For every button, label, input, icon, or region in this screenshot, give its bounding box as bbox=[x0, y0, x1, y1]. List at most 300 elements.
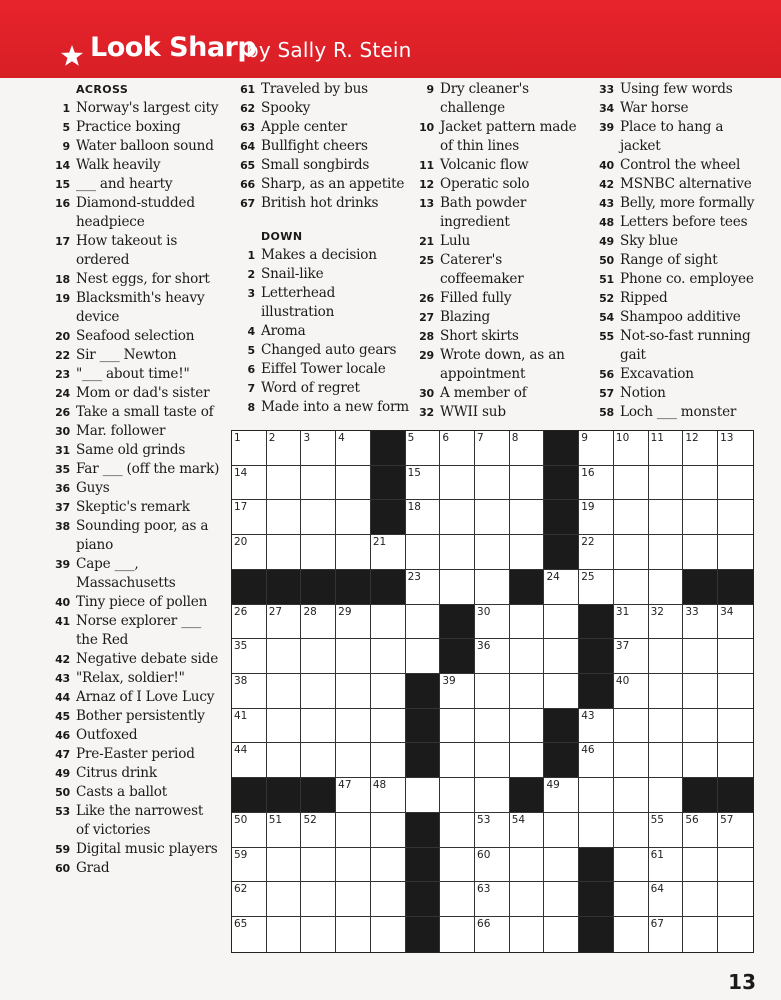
grid-black-square bbox=[579, 882, 614, 917]
grid-cell[interactable] bbox=[683, 882, 718, 917]
cell-number: 43 bbox=[581, 709, 595, 722]
clue-item bbox=[50, 840, 220, 859]
grid-cell[interactable] bbox=[336, 813, 371, 848]
grid-cell[interactable] bbox=[544, 778, 579, 813]
cell-number: 55 bbox=[650, 813, 664, 826]
clue-number: 45 bbox=[55, 710, 70, 723]
grid-cell[interactable] bbox=[232, 639, 267, 674]
grid-cell[interactable] bbox=[475, 570, 510, 605]
cell-number: 6 bbox=[442, 432, 449, 444]
cell-number: 27 bbox=[268, 605, 283, 618]
grid-cell[interactable] bbox=[371, 674, 406, 709]
grid-cell[interactable] bbox=[475, 500, 510, 535]
clue-text: Sir ___ Newton bbox=[76, 347, 177, 363]
grid-cell[interactable] bbox=[232, 500, 267, 535]
grid-cell[interactable] bbox=[614, 813, 649, 848]
grid-cell[interactable] bbox=[718, 500, 753, 535]
grid-cell[interactable] bbox=[371, 639, 406, 674]
clue-text: Dry cleaner's challenge bbox=[440, 81, 529, 116]
grid-cell[interactable] bbox=[440, 466, 475, 501]
clue-item bbox=[50, 802, 220, 840]
grid-black-square bbox=[371, 500, 406, 535]
grid-cell[interactable] bbox=[544, 917, 579, 952]
grid-cell[interactable] bbox=[683, 848, 718, 883]
grid-cell[interactable] bbox=[649, 605, 684, 640]
grid-cell[interactable] bbox=[440, 917, 475, 952]
grid-cell[interactable] bbox=[336, 466, 371, 501]
grid-cell[interactable] bbox=[232, 431, 267, 466]
grid-cell[interactable] bbox=[371, 917, 406, 952]
grid-cell[interactable] bbox=[579, 778, 614, 813]
clue-text: Practice boxing bbox=[76, 119, 181, 135]
grid-cell[interactable] bbox=[440, 431, 475, 466]
clue-item bbox=[50, 669, 220, 688]
cell-number: 10 bbox=[615, 432, 630, 444]
clue-item bbox=[590, 232, 758, 251]
grid-cell[interactable] bbox=[683, 917, 718, 952]
grid-cell[interactable] bbox=[579, 813, 614, 848]
grid-cell[interactable] bbox=[475, 431, 510, 466]
grid-black-square bbox=[544, 500, 579, 535]
grid-cell[interactable] bbox=[649, 917, 684, 952]
clue-item bbox=[233, 360, 411, 379]
clue-text: Skeptic's remark bbox=[76, 499, 190, 515]
clue-item bbox=[590, 403, 758, 422]
grid-cell[interactable] bbox=[267, 743, 302, 778]
grid-black-square bbox=[406, 917, 441, 952]
clue-item bbox=[590, 213, 758, 232]
grid-cell[interactable] bbox=[301, 500, 336, 535]
grid-cell[interactable] bbox=[406, 605, 441, 640]
grid-cell[interactable] bbox=[232, 466, 267, 501]
cell-number: 5 bbox=[407, 432, 415, 444]
grid-cell[interactable] bbox=[267, 674, 302, 709]
grid-cell[interactable] bbox=[475, 778, 510, 813]
grid-cell[interactable] bbox=[683, 709, 718, 744]
grid-cell[interactable] bbox=[510, 917, 545, 952]
grid-cell[interactable] bbox=[683, 431, 718, 466]
grid-black-square bbox=[544, 709, 579, 744]
clue-text: Blazing bbox=[440, 309, 491, 325]
clue-number: 39 bbox=[599, 121, 614, 134]
grid-cell[interactable] bbox=[440, 500, 475, 535]
grid-cell[interactable] bbox=[267, 605, 302, 640]
clue-item bbox=[50, 137, 220, 156]
grid-cell[interactable] bbox=[232, 848, 267, 883]
grid-cell[interactable] bbox=[301, 605, 336, 640]
clue-text: Like the narrowest of victories bbox=[76, 803, 204, 838]
clue-number: 29 bbox=[419, 349, 434, 362]
grid-cell[interactable] bbox=[683, 743, 718, 778]
clue-text: Operatic solo bbox=[440, 176, 530, 192]
grid-black-square bbox=[440, 605, 475, 640]
grid-cell[interactable] bbox=[301, 709, 336, 744]
grid-cell[interactable] bbox=[649, 848, 684, 883]
grid-cell[interactable] bbox=[232, 743, 267, 778]
grid-cell[interactable] bbox=[510, 431, 545, 466]
grid-cell[interactable] bbox=[510, 500, 545, 535]
clue-item bbox=[233, 137, 411, 156]
clue-column-3 bbox=[410, 80, 585, 422]
grid-cell[interactable] bbox=[267, 466, 302, 501]
grid-cell[interactable] bbox=[579, 431, 614, 466]
grid-cell[interactable] bbox=[649, 813, 684, 848]
clue-number: 8 bbox=[247, 401, 255, 414]
grid-cell[interactable] bbox=[614, 709, 649, 744]
grid-cell[interactable] bbox=[336, 639, 371, 674]
cell-number: 51 bbox=[268, 813, 283, 826]
clue-item bbox=[410, 384, 585, 403]
grid-cell[interactable] bbox=[544, 570, 579, 605]
clue-item bbox=[50, 441, 220, 460]
across-heading: ACROSS bbox=[76, 83, 129, 96]
grid-cell[interactable] bbox=[544, 605, 579, 640]
cell-number: 2 bbox=[268, 432, 276, 444]
grid-cell[interactable] bbox=[267, 500, 302, 535]
puzzle-title: Look Sharp bbox=[90, 32, 257, 63]
cell-number: 32 bbox=[650, 605, 664, 618]
grid-cell[interactable] bbox=[718, 813, 753, 848]
crossword-grid bbox=[231, 430, 754, 953]
grid-cell[interactable] bbox=[267, 709, 302, 744]
grid-black-square bbox=[232, 570, 267, 605]
grid-cell[interactable] bbox=[440, 709, 475, 744]
grid-cell[interactable] bbox=[440, 743, 475, 778]
clue-number: 42 bbox=[599, 178, 614, 191]
grid-cell[interactable] bbox=[406, 431, 441, 466]
grid-black-square bbox=[232, 778, 267, 813]
grid-cell[interactable] bbox=[649, 466, 684, 501]
grid-cell[interactable] bbox=[683, 605, 718, 640]
cell-number: 44 bbox=[234, 744, 248, 757]
grid-cell[interactable] bbox=[649, 500, 684, 535]
grid-cell[interactable] bbox=[614, 500, 649, 535]
clue-text: Place to hang a jacket bbox=[620, 119, 724, 154]
grid-cell[interactable] bbox=[475, 466, 510, 501]
grid-cell[interactable] bbox=[267, 431, 302, 466]
clue-item bbox=[410, 251, 585, 289]
clue-item bbox=[590, 175, 758, 194]
grid-cell[interactable] bbox=[440, 882, 475, 917]
grid-cell[interactable] bbox=[406, 778, 441, 813]
clue-text: Letterhead illustration bbox=[261, 285, 336, 320]
grid-cell[interactable] bbox=[718, 674, 753, 709]
grid-cell[interactable] bbox=[232, 674, 267, 709]
grid-cell[interactable] bbox=[232, 882, 267, 917]
clue-item bbox=[50, 707, 220, 726]
clue-item bbox=[410, 232, 585, 251]
grid-cell[interactable] bbox=[336, 709, 371, 744]
grid-cell[interactable] bbox=[544, 882, 579, 917]
star-icon bbox=[60, 44, 84, 68]
grid-cell[interactable] bbox=[683, 639, 718, 674]
grid-cell[interactable] bbox=[440, 674, 475, 709]
grid-cell[interactable] bbox=[614, 466, 649, 501]
grid-black-square bbox=[579, 605, 614, 640]
grid-cell[interactable] bbox=[371, 605, 406, 640]
grid-black-square bbox=[544, 466, 579, 501]
grid-cell[interactable] bbox=[718, 709, 753, 744]
clue-text: Lulu bbox=[440, 233, 471, 249]
grid-cell[interactable] bbox=[718, 605, 753, 640]
grid-cell[interactable] bbox=[614, 848, 649, 883]
grid-cell[interactable] bbox=[579, 570, 614, 605]
clue-text: Word of regret bbox=[261, 380, 360, 396]
clue-item bbox=[233, 284, 411, 322]
grid-cell[interactable] bbox=[614, 778, 649, 813]
clue-item bbox=[50, 403, 220, 422]
clue-number: 16 bbox=[55, 197, 70, 210]
grid-cell[interactable] bbox=[371, 535, 406, 570]
clue-text: Bother persistently bbox=[76, 708, 205, 724]
grid-cell[interactable] bbox=[371, 709, 406, 744]
grid-cell[interactable] bbox=[510, 882, 545, 917]
grid-black-square bbox=[267, 778, 302, 813]
clue-item bbox=[50, 118, 220, 137]
grid-cell[interactable] bbox=[544, 848, 579, 883]
grid-cell[interactable] bbox=[510, 848, 545, 883]
grid-cell[interactable] bbox=[579, 709, 614, 744]
grid-cell[interactable] bbox=[649, 674, 684, 709]
grid-cell[interactable] bbox=[649, 778, 684, 813]
clue-item bbox=[233, 118, 411, 137]
grid-black-square bbox=[510, 778, 545, 813]
grid-cell[interactable] bbox=[406, 500, 441, 535]
clue-number: 3 bbox=[247, 287, 255, 300]
grid-cell[interactable] bbox=[614, 917, 649, 952]
grid-cell[interactable] bbox=[232, 535, 267, 570]
clue-text: Cape ___, Massachusetts bbox=[76, 556, 176, 591]
grid-cell[interactable] bbox=[683, 813, 718, 848]
grid-cell[interactable] bbox=[406, 466, 441, 501]
grid-cell[interactable] bbox=[718, 743, 753, 778]
grid-cell[interactable] bbox=[475, 674, 510, 709]
clue-text: How takeout is ordered bbox=[76, 233, 178, 268]
grid-cell[interactable] bbox=[475, 639, 510, 674]
grid-cell[interactable] bbox=[510, 639, 545, 674]
clue-item bbox=[233, 379, 411, 398]
grid-cell[interactable] bbox=[614, 431, 649, 466]
grid-cell[interactable] bbox=[649, 882, 684, 917]
grid-cell[interactable] bbox=[683, 500, 718, 535]
grid-cell[interactable] bbox=[683, 466, 718, 501]
cell-number: 37 bbox=[615, 640, 630, 653]
grid-cell[interactable] bbox=[336, 500, 371, 535]
grid-cell[interactable] bbox=[267, 813, 302, 848]
cell-number: 52 bbox=[303, 813, 317, 826]
cell-number: 14 bbox=[234, 466, 248, 479]
clue-number: 39 bbox=[55, 558, 70, 571]
clue-item bbox=[410, 156, 585, 175]
grid-cell[interactable] bbox=[440, 848, 475, 883]
grid-cell[interactable] bbox=[718, 882, 753, 917]
grid-cell[interactable] bbox=[336, 431, 371, 466]
grid-cell[interactable] bbox=[301, 639, 336, 674]
grid-cell[interactable] bbox=[301, 848, 336, 883]
grid-cell[interactable] bbox=[267, 848, 302, 883]
grid-cell[interactable] bbox=[649, 431, 684, 466]
grid-cell[interactable] bbox=[718, 466, 753, 501]
clue-text: Diamond-studded headpiece bbox=[76, 195, 195, 230]
clue-text: Digital music players bbox=[76, 841, 218, 857]
grid-cell[interactable] bbox=[475, 882, 510, 917]
grid-cell[interactable] bbox=[614, 674, 649, 709]
clue-item bbox=[50, 194, 220, 232]
grid-cell[interactable] bbox=[336, 848, 371, 883]
grid-cell[interactable] bbox=[544, 674, 579, 709]
grid-cell[interactable] bbox=[301, 431, 336, 466]
clue-number: 21 bbox=[419, 235, 434, 248]
grid-cell[interactable] bbox=[336, 605, 371, 640]
grid-cell[interactable] bbox=[649, 570, 684, 605]
grid-black-square bbox=[544, 431, 579, 466]
grid-cell[interactable] bbox=[475, 813, 510, 848]
cell-number: 65 bbox=[234, 918, 248, 931]
grid-cell[interactable] bbox=[649, 743, 684, 778]
grid-cell[interactable] bbox=[267, 917, 302, 952]
grid-cell[interactable] bbox=[718, 535, 753, 570]
grid-cell[interactable] bbox=[683, 674, 718, 709]
grid-cell[interactable] bbox=[544, 639, 579, 674]
grid-cell[interactable] bbox=[336, 535, 371, 570]
clue-number: 35 bbox=[55, 463, 70, 476]
clue-number: 42 bbox=[55, 653, 70, 666]
grid-cell[interactable] bbox=[440, 778, 475, 813]
clue-text: Made into a new form bbox=[261, 399, 409, 415]
grid-cell[interactable] bbox=[371, 743, 406, 778]
clue-number: 5 bbox=[247, 344, 255, 357]
grid-cell[interactable] bbox=[336, 778, 371, 813]
grid-cell[interactable] bbox=[336, 917, 371, 952]
grid-cell[interactable] bbox=[336, 674, 371, 709]
grid-cell[interactable] bbox=[371, 813, 406, 848]
grid-cell[interactable] bbox=[510, 743, 545, 778]
clue-number: 52 bbox=[599, 292, 614, 305]
clue-number: 30 bbox=[419, 387, 434, 400]
grid-cell[interactable] bbox=[649, 535, 684, 570]
grid-cell[interactable] bbox=[371, 778, 406, 813]
grid-cell[interactable] bbox=[232, 605, 267, 640]
grid-cell[interactable] bbox=[475, 709, 510, 744]
grid-cell[interactable] bbox=[510, 466, 545, 501]
grid-cell[interactable] bbox=[301, 535, 336, 570]
cell-number: 48 bbox=[372, 779, 387, 792]
clue-item bbox=[410, 118, 585, 156]
grid-cell[interactable] bbox=[301, 743, 336, 778]
grid-cell[interactable] bbox=[683, 535, 718, 570]
clue-text: Grad bbox=[76, 860, 110, 876]
grid-cell[interactable] bbox=[301, 917, 336, 952]
clue-text: Seafood selection bbox=[76, 328, 195, 344]
grid-cell[interactable] bbox=[510, 709, 545, 744]
grid-cell[interactable] bbox=[267, 639, 302, 674]
grid-cell[interactable] bbox=[475, 605, 510, 640]
clue-number: 50 bbox=[55, 786, 70, 799]
grid-cell[interactable] bbox=[579, 500, 614, 535]
grid-cell[interactable] bbox=[510, 813, 545, 848]
grid-cell[interactable] bbox=[232, 709, 267, 744]
grid-cell[interactable] bbox=[336, 882, 371, 917]
cell-number: 9 bbox=[581, 432, 588, 444]
grid-cell[interactable] bbox=[579, 535, 614, 570]
grid-cell[interactable] bbox=[718, 917, 753, 952]
clue-text: Range of sight bbox=[620, 252, 718, 268]
grid-cell[interactable] bbox=[406, 639, 441, 674]
cell-number: 1 bbox=[234, 432, 241, 444]
clue-item bbox=[50, 859, 220, 878]
grid-black-square bbox=[544, 535, 579, 570]
grid-cell[interactable] bbox=[614, 882, 649, 917]
clue-text: Using few words bbox=[620, 81, 733, 97]
grid-cell[interactable] bbox=[614, 570, 649, 605]
grid-cell[interactable] bbox=[232, 917, 267, 952]
grid-cell[interactable] bbox=[718, 431, 753, 466]
grid-cell[interactable] bbox=[579, 466, 614, 501]
grid-cell[interactable] bbox=[336, 743, 371, 778]
grid-cell[interactable] bbox=[267, 535, 302, 570]
grid-cell[interactable] bbox=[614, 535, 649, 570]
clue-item bbox=[590, 365, 758, 384]
grid-cell[interactable] bbox=[475, 848, 510, 883]
clue-number: 11 bbox=[419, 159, 434, 172]
grid-black-square bbox=[301, 778, 336, 813]
clue-item bbox=[50, 612, 220, 650]
grid-cell[interactable] bbox=[649, 639, 684, 674]
grid-cell[interactable] bbox=[440, 535, 475, 570]
grid-cell[interactable] bbox=[475, 535, 510, 570]
grid-cell[interactable] bbox=[440, 813, 475, 848]
cell-number: 34 bbox=[720, 605, 734, 618]
clue-text: Belly, more formally bbox=[620, 195, 755, 211]
grid-cell[interactable] bbox=[301, 466, 336, 501]
grid-cell[interactable] bbox=[718, 639, 753, 674]
grid-cell[interactable] bbox=[475, 743, 510, 778]
cell-number: 26 bbox=[234, 605, 248, 618]
grid-cell[interactable] bbox=[614, 743, 649, 778]
title-banner bbox=[0, 0, 781, 78]
clue-number: 43 bbox=[55, 672, 70, 685]
grid-cell[interactable] bbox=[614, 605, 649, 640]
grid-cell[interactable] bbox=[510, 674, 545, 709]
grid-cell[interactable] bbox=[614, 639, 649, 674]
grid-cell[interactable] bbox=[232, 813, 267, 848]
clue-item bbox=[590, 327, 758, 365]
grid-cell[interactable] bbox=[510, 535, 545, 570]
grid-cell[interactable] bbox=[510, 605, 545, 640]
grid-cell[interactable] bbox=[301, 813, 336, 848]
grid-cell[interactable] bbox=[406, 570, 441, 605]
cell-number: 7 bbox=[477, 432, 484, 444]
grid-cell[interactable] bbox=[718, 848, 753, 883]
grid-cell[interactable] bbox=[371, 882, 406, 917]
clue-item bbox=[233, 80, 411, 99]
grid-cell[interactable] bbox=[371, 848, 406, 883]
grid-cell[interactable] bbox=[544, 813, 579, 848]
grid-cell[interactable] bbox=[475, 917, 510, 952]
clue-text: Control the wheel bbox=[620, 157, 741, 173]
grid-cell[interactable] bbox=[440, 570, 475, 605]
clue-item bbox=[233, 398, 411, 417]
grid-cell[interactable] bbox=[301, 882, 336, 917]
grid-cell[interactable] bbox=[579, 743, 614, 778]
grid-cell[interactable] bbox=[267, 882, 302, 917]
grid-cell[interactable] bbox=[301, 674, 336, 709]
clue-number: 60 bbox=[55, 862, 70, 875]
grid-cell[interactable] bbox=[649, 709, 684, 744]
clue-number: 34 bbox=[599, 102, 614, 115]
grid-cell[interactable] bbox=[406, 535, 441, 570]
clue-text: Citrus drink bbox=[76, 765, 157, 781]
